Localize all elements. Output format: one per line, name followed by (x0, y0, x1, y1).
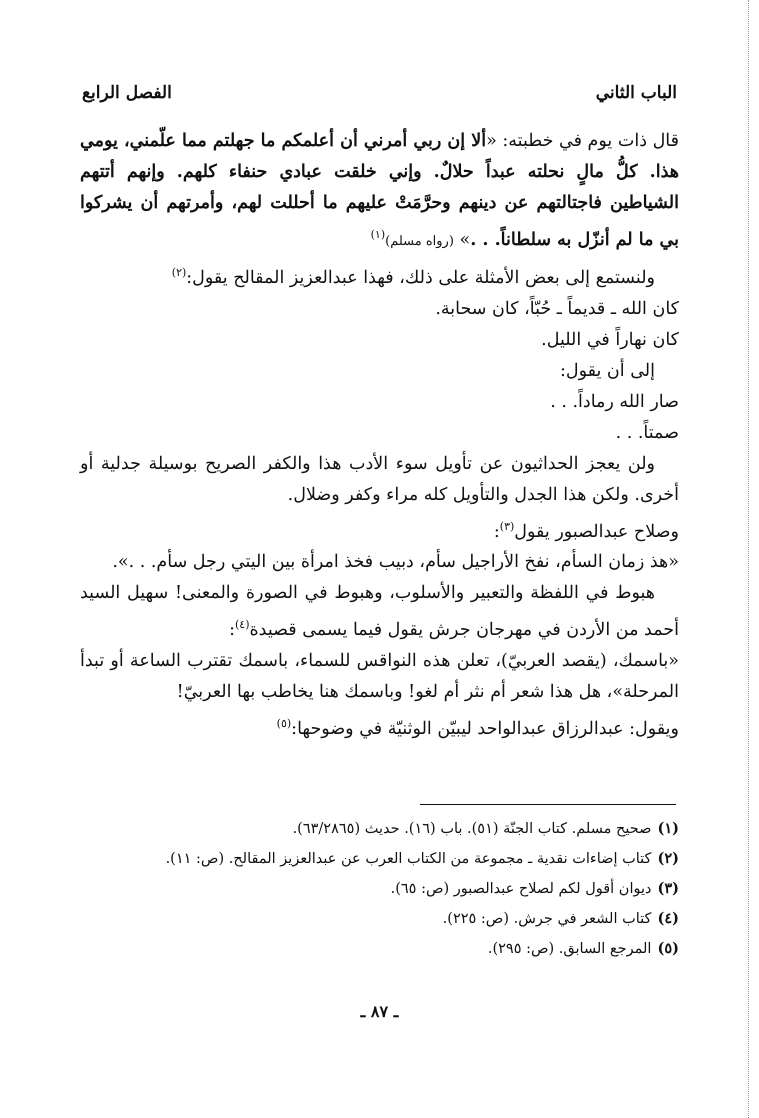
paragraph-hadith (80, 126, 679, 257)
hadith-close-quote: » (459, 229, 471, 250)
quote-suhail: «باسمك، (يقصد العربيّ)، تعلن هذه النواقس للسماء، باسمك تقترب الساعة أو تبدأ المرحلة»، هل هذا شعر أم نثر أم لغو! وباسمك هنا يخاطب بها العربيّ! (80, 651, 679, 703)
chapter-title: الباب الثاني (595, 83, 677, 103)
footnote-ref-3: (٣) (499, 519, 515, 533)
footnote-text: ديوان أقول لكم لصلاح عبدالصبور (ص: ٦٥). (390, 881, 652, 897)
abdulrazzaq-text: ويقول: عبدالرزاق عبدالواحد ليبيّن الوثنيّة في وضوحها: (291, 719, 679, 740)
footnote-number: (٥) (657, 940, 679, 957)
footnote-1 (80, 814, 679, 844)
footnote-2 (80, 844, 679, 874)
paragraph-abdulrazzaq (80, 708, 679, 745)
footnote-text: المرجع السابق. (ص: ٢٩٥). (487, 941, 652, 957)
quote-salah: «هذ زمان السأم، نفخ الأراجيل سأم، دبيب فخذ امرأة بين اليتي رجل سأم. . .». (112, 552, 679, 573)
footnote-ref-4: (٤) (234, 618, 250, 632)
footnote-text: كتاب إضاءات نقدية ـ مجموعة من الكتاب العرب عن عبدالعزيز المقالح. (ص: ١١). (165, 851, 652, 867)
hadith-text: ألا إن ربي أمرني أن أعلمكم ما جهلتم مما علّمني، يومي هذا. كلُّ مالٍ نحلته عبداً حلالٌ. وإني خلقت عبادي حنفاء كلهم. وإنهم أتتهم الشياطين فاجتالتهم عن دينهم وحرَّمَتْ عليهم ما أحللت لهم، وأمرتهم أن يشركوا بي ما لم أنزّل به سلطاناً. . . (80, 131, 679, 250)
salah-colon: : (493, 521, 500, 542)
footnote-divider (420, 804, 676, 805)
footnote-number: (٣) (657, 880, 679, 897)
paragraph-commentary: ولن يعجز الحداثيون عن تأويل سوء الأدب هذا والكفر الصريح بوسيلة جدلية أو أخرى. ولكن هذا الجدل والتأويل كله مراء وكفر وضلال. (80, 453, 679, 505)
footnote-4 (80, 904, 679, 934)
hadith-citation: (رواه مسلم) (385, 233, 454, 249)
hadith-intro: قال ذات يوم في خطبته: « (486, 131, 679, 151)
footnote-ref-2: (٢) (171, 265, 187, 279)
poem-line-2: كان نهاراً في الليل. (541, 329, 679, 350)
decline-text: هبوط في اللفظة والتعبير والأسلوب، وهبوط في الصورة والمعنى! سهيل السيد أحمد من الأردن في مهرجان جرش يقول فيما يسمى قصيدة (80, 583, 679, 641)
main-text (80, 126, 679, 745)
poem-line-4: صمتاً. . . (615, 422, 679, 443)
poem-line-3: صار الله رماداً. . . (550, 391, 679, 412)
footnote-text: صحيح مسلم. كتاب الجنّة (٥١). باب (١٦). حديث (٦٣/٢٨٦٥). (292, 821, 652, 837)
footnote-text: كتاب الشعر في جرش. (ص: ٢٢٥). (442, 911, 652, 927)
footnote-3 (80, 874, 679, 904)
poem-line-1: كان الله ـ قديماً ـ حُبّاً، كان سحابة. (435, 298, 679, 319)
section-title: الفصل الرابع (82, 83, 172, 103)
footnote-ref-1: (١) (370, 228, 386, 241)
examples-intro-text: ولنستمع إلى بعض الأمثلة على ذلك، فهذا عبدالعزيز المقالح يقول: (186, 267, 655, 288)
paragraph-decline (80, 578, 679, 646)
footnotes-section (80, 814, 679, 964)
page-number: ـ ٨٧ ـ (360, 1002, 399, 1021)
page-edge-dotted-line (748, 0, 749, 1118)
footnote-ref-5: (٥) (276, 717, 292, 731)
footnote-number: (١) (657, 820, 679, 837)
poem-continuation: إلى أن يقول: (560, 360, 655, 381)
footnote-5 (80, 934, 679, 964)
running-header (82, 78, 677, 108)
paragraph-examples-intro (80, 257, 679, 294)
footnote-number: (٤) (657, 910, 679, 927)
footnote-number: (٢) (657, 850, 679, 867)
decline-colon: : (229, 620, 235, 641)
salah-intro-text: وصلاح عبدالصبور يقول (514, 521, 679, 542)
paragraph-salah (80, 511, 679, 548)
